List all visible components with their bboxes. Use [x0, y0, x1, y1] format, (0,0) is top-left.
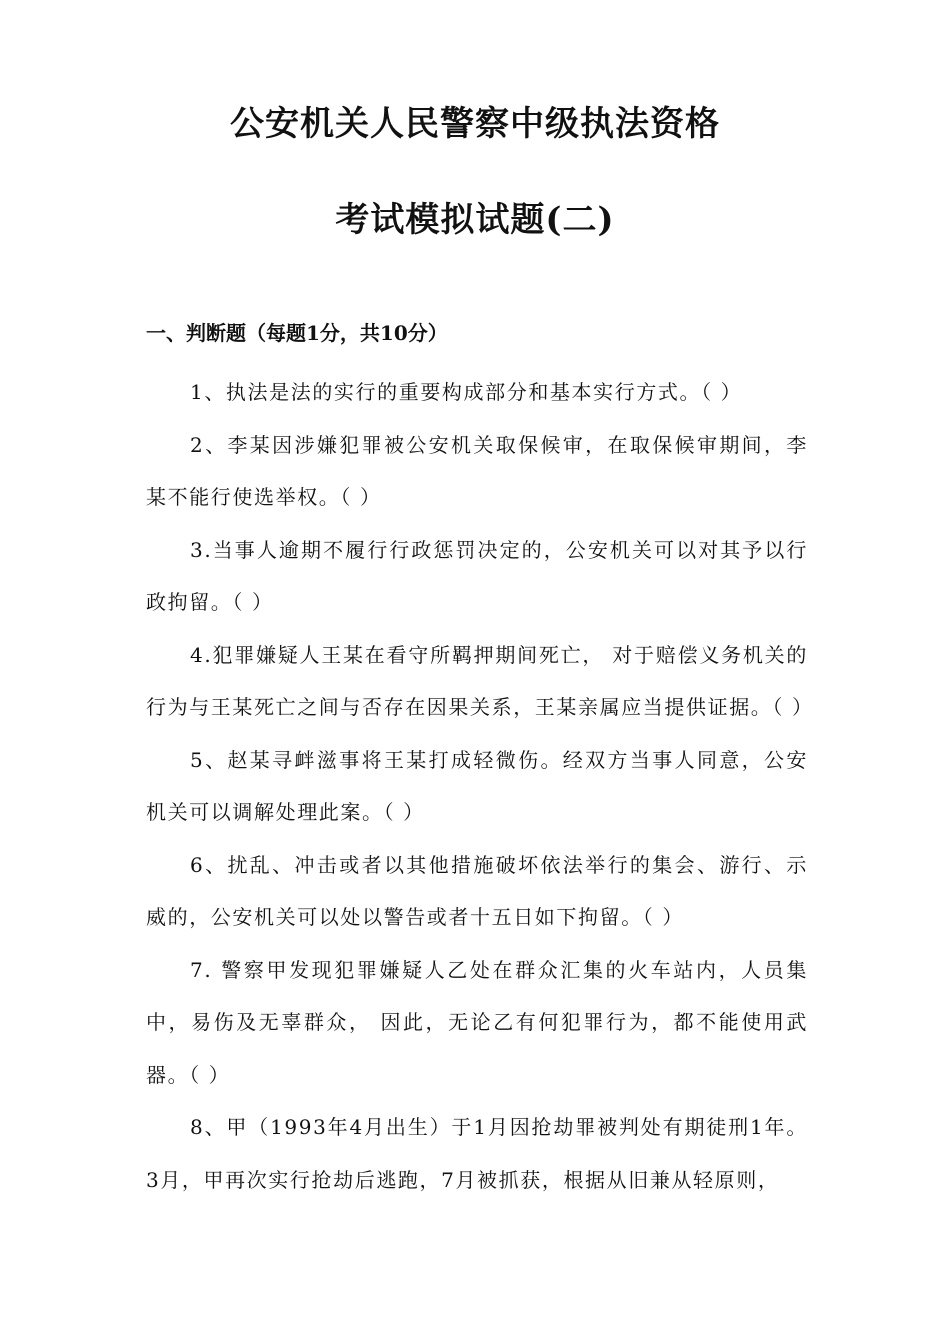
question-item: 2、李某因涉嫌犯罪被公安机关取保候审，在取保候审期间，李某不能行使选举权。（ ）: [146, 432, 808, 509]
question-item: 1、执法是法的实行的重要构成部分和基本实行方式。（ ）: [190, 380, 743, 404]
question-item: 6、扰乱、冲击或者以其他措施破坏依法举行的集会、游行、示威的，公安机关可以处以警告或者十五日如下拘留。（ ）: [146, 852, 808, 929]
question-item: 8、甲（1993年4月出生）于1月因抢劫罪被判处有期徒刑1年。 3月，甲再次实行抢劫后逃跑，7月被抓获，根据从旧兼从轻原则，: [146, 1115, 808, 1192]
question-item: 5、赵某寻衅滋事将王某打成轻微伤。经双方当事人同意，公安机关可以调解处理此案。（ ）: [146, 747, 808, 824]
document-title-line-1: 公安机关人民警察中级执法资格: [230, 104, 720, 144]
question-item: 3.当事人逾期不履行行政惩罚决定的，公安机关可以对其予以行政拘留。（ ）: [146, 537, 808, 614]
question-item: 7. 警察甲发现犯罪嫌疑人乙处在群众汇集的火车站内，人员集中，易伤及无辜群众， 因此，无论乙有何犯罪行为，都不能使用武器。（ ）: [146, 957, 808, 1087]
question-item: 4.犯罪嫌疑人王某在看守所羁押期间死亡， 对于赔偿义务机关的行为与王某死亡之间与否存在因果关系，王某亲属应当提供证据。（ ）: [146, 642, 814, 719]
section-heading: 一、判断题（每题1分，共10分）: [146, 321, 448, 345]
question-list: [146, 366, 814, 1206]
document-title-line-2: 考试模拟试题(二): [335, 200, 615, 240]
